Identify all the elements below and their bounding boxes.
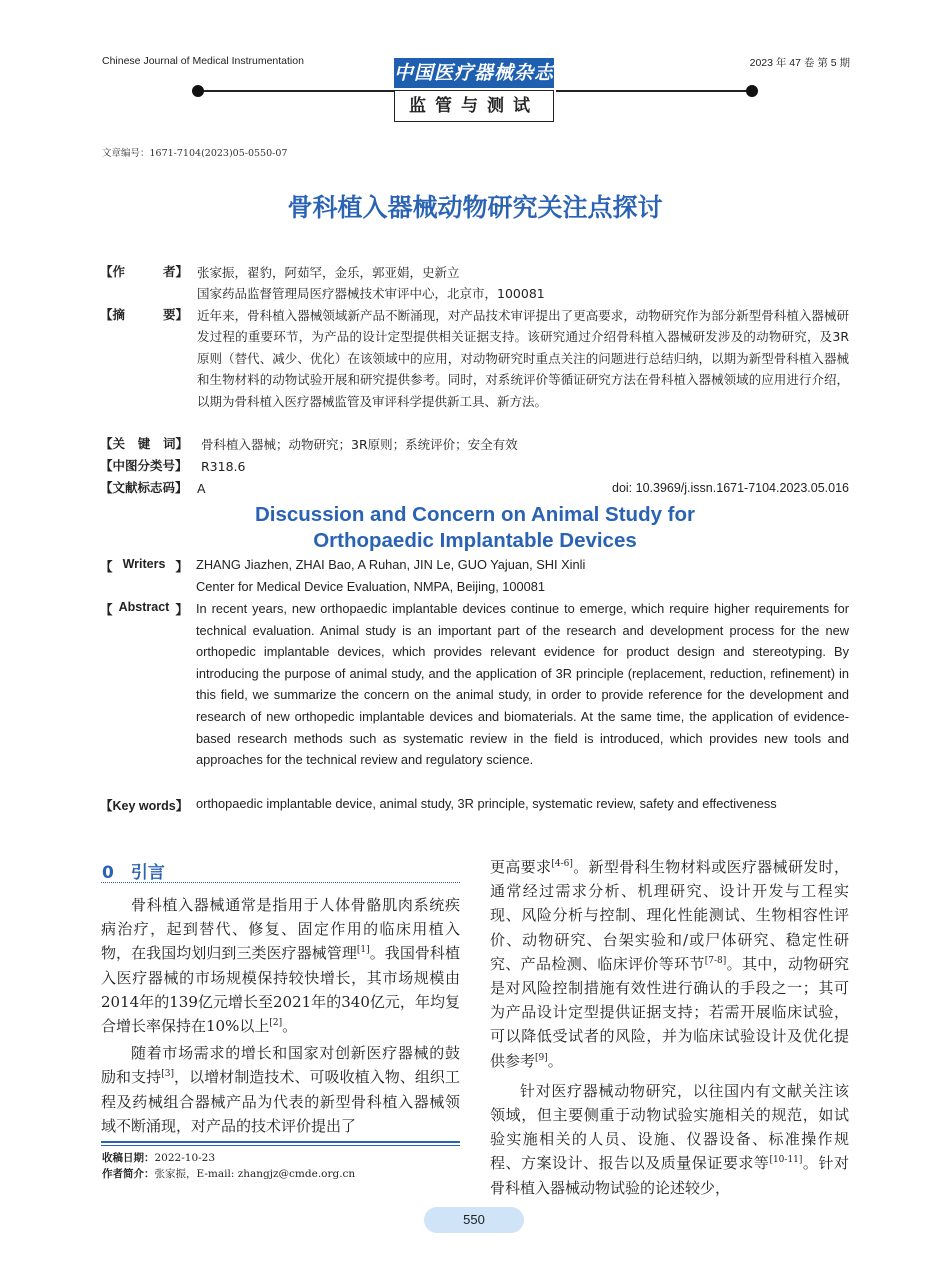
body-paragraph: 骨科植入器械通常是指用于人体骨骼肌肉系统疾病治疗，起到替代、修复、固定作用的临床用植入物，在我国均划归到三类医疗器械管理[1]。我国骨科植入医疗器械的市场规模保持较快增长，其市场规模由2014年的139亿元增长至2021年的340亿元，年均复合增长率保持在10%以上[2]。 <box>101 896 460 1036</box>
affiliation-cn: 国家药品监督管理局医疗器械技术审评中心，北京市，100081 <box>197 286 545 302</box>
header-dot-left <box>192 85 204 97</box>
column-name: 监管与测试 <box>394 90 554 122</box>
abstract-en-text: In recent years, new orthopaedic implantable devices continue to emerge, which require higher requirements for technical evaluation. Animal study is an important part of the research and development process for the new orthopedic implantable devices, which provides relevant evidence for product design and stereotyping. By introducing the purpose of animal study, and the application of 3R principle (replacement, reduction, refinement) in this field, we summarize the concern on the animal study, in order to provide reference for the development and research of new orthopedic implantable devices and biomaterials. At the same time, the application of evidence-based research methods such as systematic review in the field is introduced, which provides new tools and approaches for the technical review and regulatory science. <box>196 601 849 768</box>
title-en-line-1: Discussion and Concern on Animal Study for <box>254 503 696 526</box>
keywords-cn-text: 骨科植入器械；动物研究；3R原则；系统评价；安全有效 <box>201 437 518 452</box>
footnote-author-bio: 作者简介：张家振，E-mail: zhangjz@cmde.org.cn <box>102 1168 356 1180</box>
header-dot-right <box>746 85 758 97</box>
keywords-cn-label: 【关 键 词】 <box>100 436 188 451</box>
body-left-column <box>101 893 460 1138</box>
page-number: 550 <box>424 1207 524 1233</box>
authors-cn <box>197 262 849 305</box>
citation: [2] <box>269 1018 283 1029</box>
citation: [3] <box>161 1069 174 1080</box>
keywords-en-label: 【Key words】 <box>100 799 189 813</box>
footnote-rule-thick <box>101 1141 460 1143</box>
doc-code-label: 【文献标志码】 <box>100 480 188 495</box>
citation: [10-11] <box>769 1155 803 1166</box>
body-paragraph: 针对医疗器械动物研究，以往国内有文献关注该领域，但主要侧重于动物试验实施相关的规范，如试验实施相关的人员、设施、仪器设备、标准操作规程、方案设计、报告以及质量保证要求等[10-11]。针对骨科植入器械动物试验的论述较少， <box>490 1081 849 1197</box>
authors-label: 【作 者】 <box>100 264 188 279</box>
doc-code-text: A <box>197 481 206 496</box>
title-en-line-2: Orthopaedic Implantable Devices <box>313 529 637 552</box>
header-rule-left <box>198 90 394 92</box>
title-en <box>0 502 950 554</box>
writer-names-en: ZHANG Jiazhen, ZHAI Bao, A Ruhan, JIN Le, GUO Yajuan, SHI Xinli <box>196 557 586 572</box>
header-rule-right <box>556 90 752 92</box>
title-cn: 骨科植入器械动物研究关注点探讨 <box>287 193 663 222</box>
section-heading-intro: 0 引言 <box>102 863 165 883</box>
body-paragraph: 随着市场需求的增长和国家对创新医疗器械的鼓励和支持[3]，以增材制造技术、可吸收植入物、组织工程及药械组合器械产品为代表的新型骨科植入器械领域不断涌现，对产品的技术评价提出了 <box>101 1044 460 1135</box>
citation: [9] <box>535 1052 548 1063</box>
article-number: 文章编号：1671-7104(2023)05-0550-07 <box>102 148 288 159</box>
clc-label: 【中图分类号】 <box>100 458 188 473</box>
journal-issue: 2023 年 47 卷 第 5 期 <box>749 57 850 69</box>
citation: [7-8] <box>704 955 727 966</box>
writers-en <box>196 554 849 597</box>
abstract-en-label: 【 Abstract 】 <box>100 600 188 617</box>
abstract-cn-text: 近年来，骨科植入器械领域新产品不断涌现，对产品技术审评提出了更高要求，动物研究作为部分新型骨科植入器械研发过程的重要环节，为产品的设计定型提供相关证据支持。该研究通过介绍骨科植入器械研发涉及的动物研究，及3R原则（替代、减少、优化）在该领域中的应用，对动物研究时重点关注的问题进行总结归纳，以期为新型骨科植入器械和生物材料的动物试验开展和研究提供参考。同时，对系统评价等循证研究方法在骨科植入器械领域的应用进行介绍，以期为骨科植入医疗器械监管及审评科学提供新工具、新方法。 <box>197 308 849 409</box>
footnote-received: 收稿日期：2022-10-23 <box>102 1152 216 1164</box>
clc-text: R318.6 <box>201 459 246 474</box>
section-heading-rule <box>101 882 460 883</box>
journal-name-en: Chinese Journal of Medical Instrumentation <box>102 55 304 67</box>
author-names-cn: 张家振，翟豹，阿茹罕，金乐，郭亚娟，史新立 <box>197 265 460 280</box>
journal-logo: 中国医疗器械杂志 <box>394 58 554 88</box>
abstract-cn-label: 【摘 要】 <box>100 307 188 322</box>
affiliation-en: Center for Medical Device Evaluation, NMPA, Beijing, 100081 <box>196 578 546 594</box>
body-right-column <box>490 855 849 1200</box>
citation: [1] <box>356 945 370 956</box>
citation: [4-6] <box>551 859 573 869</box>
doi: doi: 10.3969/j.issn.1671-7104.2023.05.016 <box>612 481 849 495</box>
body-paragraph: 更高要求[4-6]。新型骨科生物材料或医疗器械研发时，通常经过需求分析、机理研究、设计开发与工程实现、风险分析与控制、理化性能测试、生物相容性评价、动物研究、台架实验和/或尸体研究、稳定性研究、产品检测、临床评价等环节[7-8]。其中，动物研究是对风险控制措施有效性进行确认的手段之一；其可为产品设计定型提供证据支持；若需开展临床试验，可以降低受试者的风险，并为临床试验设计及优化提供参考[9]。 <box>490 858 849 1070</box>
footnote-rule-thin <box>101 1145 460 1146</box>
writers-label: 【 Writers 】 <box>100 557 188 574</box>
keywords-en-text: orthopaedic implantable device, animal study, 3R principle, systematic review, safety and effectiveness <box>196 796 777 811</box>
